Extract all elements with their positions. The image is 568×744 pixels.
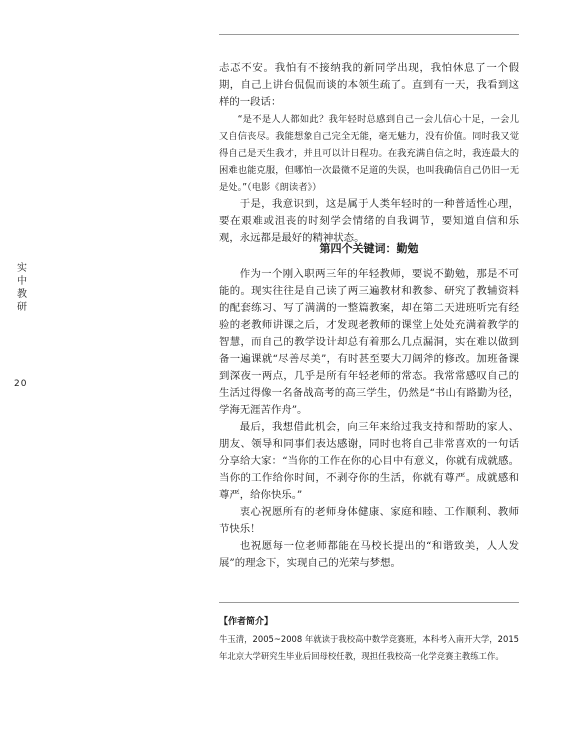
section-paragraph: 最后，我想借此机会，向三年来给过我支持和帮助的家人、朋友、领导和同事们表达感谢，同时也将自己非常喜欢的一句话分享给大家：“当你的工作在你的心目中有意义，你就有成就感。当你的工作给你时间，不剥夺你的生活，你就有尊严。成就感和尊严，给你快乐。” <box>219 421 519 501</box>
sidebar-char: 研 <box>17 302 27 313</box>
sidebar-char: 实 <box>17 263 27 274</box>
intro-block <box>219 60 519 247</box>
sidebar-char: 中 <box>17 276 27 287</box>
section-title: 第四个关键词：勤勉 <box>319 242 419 255</box>
intro-paragraph: 忐忑不安。我怕有不接纳我的新同学出现，我怕休息了一个假期，自己上讲台侃侃而谈的本领生疏了。直到有一天，我看到这样的一段话： <box>219 62 519 108</box>
author-text: 牛玉清，2005~2008 年就读于我校高中数学竞赛班，本科考入南开大学，2015 年北京大学研究生毕业后回母校任教，现担任我校高一化学竞赛主教练工作。 <box>219 634 519 661</box>
top-divider <box>219 34 519 35</box>
section-paragraph: 作为一个刚入职两三年的年轻教师，要说不勤勉，那是不可能的。现实往往是自己读了两三遍教材和教参、研究了教辅资料的配套练习、写了满满的一整篇教案，却在第二天进班听完有经验的老教师讲课之后，才发现老教师的课堂上处处充满着教学的智慧，而自己的教学设计却总有着那么几点漏洞，实在难以做到备一遍课就“尽善尽美”，有时甚至要大刀阔斧的修改。加班备课到深夜一两点，几乎是所有年轻老师的常态。我常常感叹自己的生活过得像一名备战高考的高三学生，仍然是“书山有路勤为径，学海无涯苦作舟”。 <box>219 268 519 416</box>
author-heading: 【作者简介】 <box>219 617 274 627</box>
intro-conclusion: 于是，我意识到，这是属于人类年轻时的一种普适性心理，要在艰难或沮丧的时刻学会情绪的自我调节，要知道自信和乐观，永远都是最好的精神状态。 <box>219 198 519 244</box>
sidebar-label <box>14 262 30 314</box>
film-quote: “是不是人人都如此？我年轻时总感到自己一会儿信心十足，一会儿又自信丧尽。我能想象自己完全无能，毫无魅力，没有价值。同时我又觉得自己是天生我才，并且可以计日程功。在我充满自信之时，我连最大的困难也能克服，但哪怕一次最微不足道的失误，也叫我确信自己仍旧一无是处。”（电影《朗读者》） <box>219 114 519 193</box>
author-divider <box>219 602 519 603</box>
sidebar-char: 教 <box>17 289 27 300</box>
section-paragraph: 也祝愿每一位老师都能在马校长提出的“和谐致美，人人发展”的理念下，实现自己的光荣与梦想。 <box>219 540 519 569</box>
section-paragraph: 衷心祝愿所有的老师身体健康、家庭和睦、工作顺利、教师节快乐！ <box>219 506 519 535</box>
page-number: 20 <box>14 379 28 389</box>
author-bio <box>219 614 519 665</box>
section-body <box>219 266 519 572</box>
